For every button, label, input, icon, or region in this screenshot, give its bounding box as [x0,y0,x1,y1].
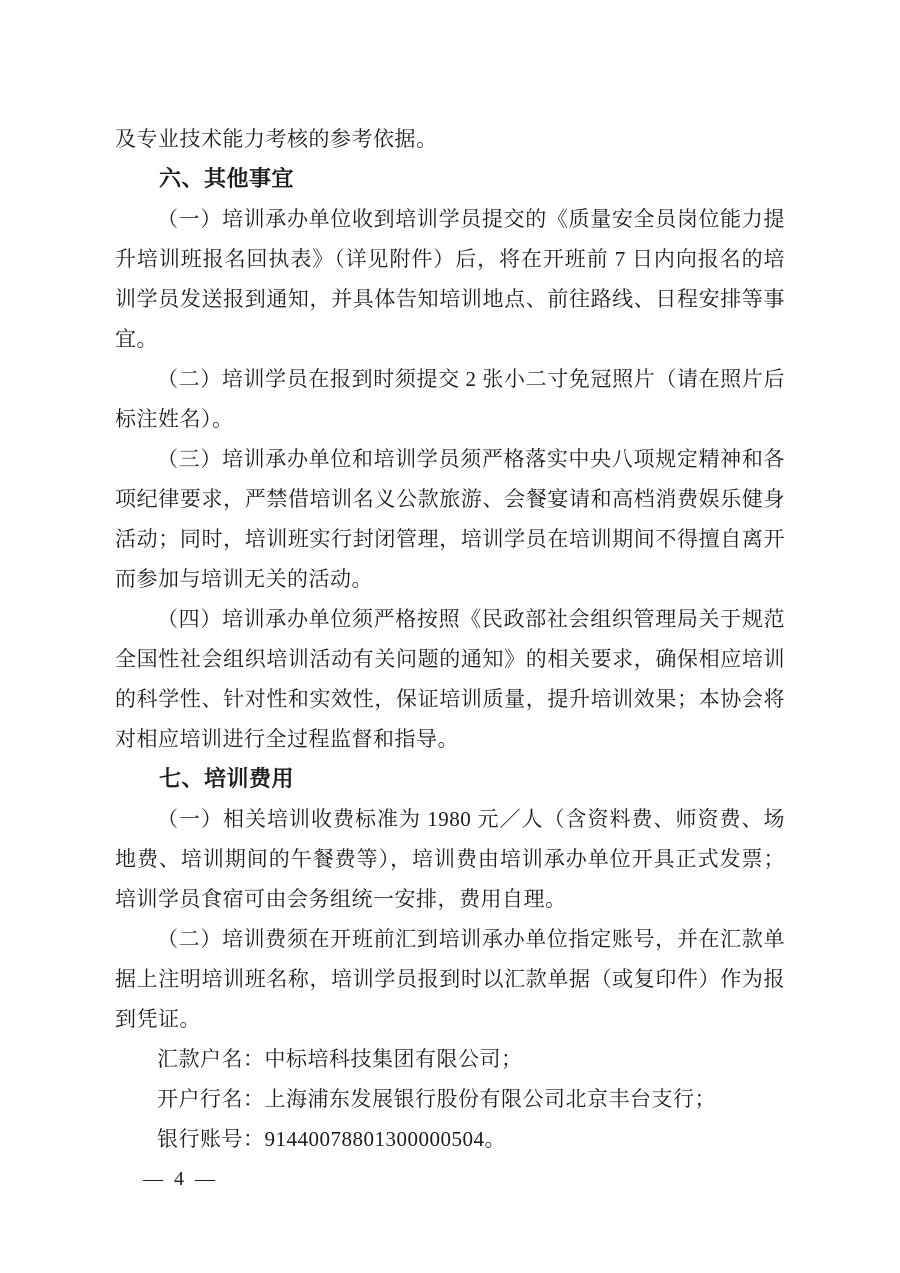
para-registration-notice: （一）培训承办单位收到培训学员提交的《质量安全员岗位能力提升培训班报名回执表》（详见附件）后，将在开班前 7 日内向报名的培训学员发送报到通知，并具体告知培训地点、前往路线、日程安排等事宜。 [115,207,785,351]
paragraph-continuation: 及专业技术能力考核的参考依据。 [115,127,438,151]
document-body [115,119,785,1159]
para-fee-standard: （一）相关培训收费标准为 1980 元／人（含资料费、师资费、场地费、培训期间的午餐费等），培训费由培训承办单位开具正式发票；培训学员食宿可由会务组统一安排，费用自理。 [115,807,785,911]
para-regulation-compliance: （四）培训承办单位须严格按照《民政部社会组织管理局关于规范全国性社会组织培训活动有关问题的通知》的相关要求，确保相应培训的科学性、针对性和实效性，保证培训质量，提升培训效果；本协会将对相应培训进行全过程监督和指导。 [115,607,785,751]
remittance-account-name: 汇款户名：中标培科技集团有限公司； [157,1047,523,1071]
para-id-photos: （二）培训学员在报到时须提交 2 张小二寸免冠照片（请在照片后标注姓名）。 [115,367,785,431]
bank-branch-name: 开户行名：上海浦东发展银行股份有限公司北京丰台支行； [157,1087,716,1111]
para-discipline-requirements: （三）培训承办单位和培训学员须严格落实中央八项规定精神和各项纪律要求，严禁借培训名义公款旅游、会餐宴请和高档消费娱乐健身活动；同时，培训班实行封闭管理，培训学员在培训期间不得擅自离开而参加与培训无关的活动。 [115,447,785,591]
bank-account-number: 银行账号：91440078801300000504。 [157,1127,506,1151]
page-number: — 4 — [143,1168,218,1190]
section-heading-training-fee: 七、培训费用 [159,766,295,791]
para-remittance-instruction: （二）培训费须在开班前汇到培训承办单位指定账号，并在汇款单据上注明培训班名称，培训学员报到时以汇款单据（或复印件）作为报到凭证。 [115,927,785,1031]
section-heading-other-matters: 六、其他事宜 [159,166,295,191]
